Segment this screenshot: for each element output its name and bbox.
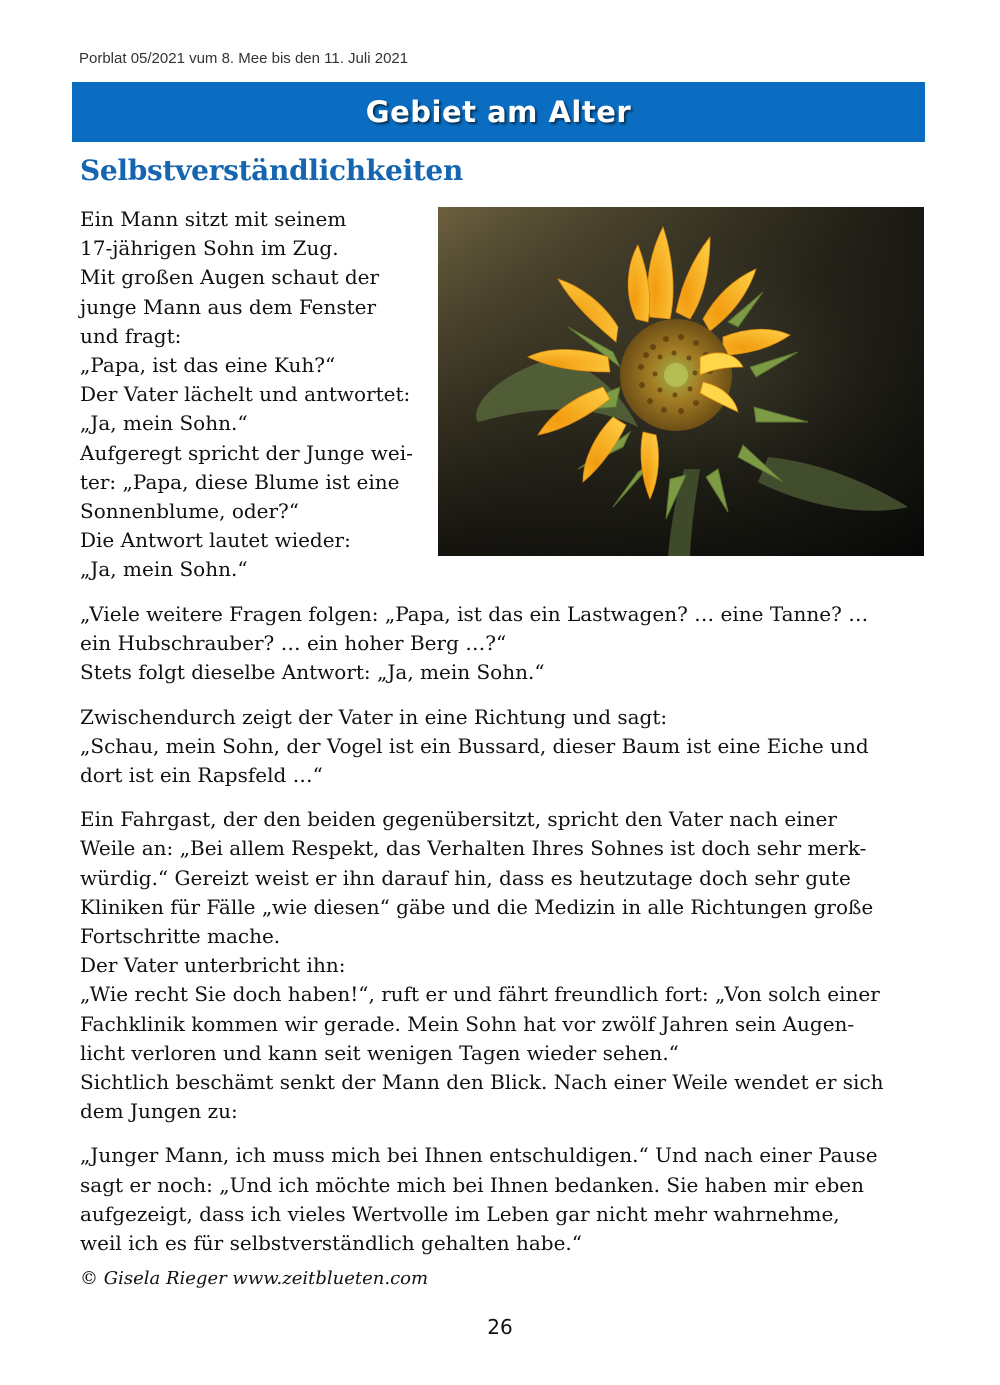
text-line: „Ja, mein Sohn.“ xyxy=(80,557,248,582)
text-line: Mit großen Augen schaut der xyxy=(80,265,380,290)
text-line: Fortschritte mache. xyxy=(80,924,281,949)
text-line: und fragt: xyxy=(80,323,182,348)
text-line: Ein Fahrgast, der den beiden gegenübersitzt, spricht den Vater nach einer xyxy=(80,807,837,832)
article-title: Selbstverständlichkeiten xyxy=(80,154,463,187)
text-line: „Wie recht Sie doch haben!“, ruft er und fährt freundlich fort: „Von solch einer xyxy=(80,982,880,1007)
article-body xyxy=(80,600,930,1273)
page-number: 26 xyxy=(487,1315,513,1339)
text-line: Die Antwort lautet wieder: xyxy=(80,528,351,553)
text-line: „Papa, ist das eine Kuh?“ xyxy=(80,353,336,378)
text-line: dem Jungen zu: xyxy=(80,1099,238,1124)
paragraph xyxy=(80,600,930,688)
text-line: Sichtlich beschämt senkt der Mann den Blick. Nach einer Weile wendet er sich xyxy=(80,1070,884,1095)
issue-header: Porblat 05/2021 vum 8. Mee bis den 11. Juli 2021 xyxy=(79,50,409,67)
text-line: Fachklinik kommen wir gerade. Mein Sohn hat vor zwölf Jahren sein Augen- xyxy=(80,1011,855,1036)
intro-text xyxy=(80,205,432,585)
text-line: Kliniken für Fälle „wie diesen“ gäbe und die Medizin in alle Richtungen große xyxy=(80,894,874,919)
text-line: Sonnenblume, oder?“ xyxy=(80,499,300,524)
sunflower-photo xyxy=(438,207,924,556)
text-line: „Junger Mann, ich muss mich bei Ihnen entschuldigen.“ Und nach einer Pause xyxy=(80,1143,878,1168)
text-line: Ein Mann sitzt mit seinem xyxy=(80,207,347,231)
text-line: aufgezeigt, dass ich vieles Wertvolle im Leben gar nicht mehr wahrnehme, xyxy=(80,1201,840,1226)
text-line: „Viele weitere Fragen folgen: „Papa, ist das ein Lastwagen? … eine Tanne? … xyxy=(80,602,869,626)
text-line: ein Hubschrauber? … ein hoher Berg …?“ xyxy=(80,631,507,656)
section-title: Gebiet am Alter xyxy=(365,95,632,129)
paragraph xyxy=(80,703,930,791)
author-credit: © Gisela Rieger www.zeitblueten.com xyxy=(80,1268,429,1289)
text-line: weil ich es für selbstverständlich gehalten habe.“ xyxy=(80,1231,583,1256)
text-line: „Ja, mein Sohn.“ xyxy=(80,411,248,436)
text-line: „Schau, mein Sohn, der Vogel ist ein Bussard, dieser Baum ist eine Eiche und xyxy=(80,733,869,758)
text-line: würdig.“ Gereizt weist er ihn darauf hin, dass es heutzutage doch sehr gute xyxy=(80,865,851,890)
text-line: Der Vater lächelt und antwortet: xyxy=(80,382,411,407)
section-banner xyxy=(72,82,925,142)
text-line: Aufgeregt spricht der Junge wei- xyxy=(80,440,413,465)
text-line: licht verloren und kann seit wenigen Tagen wieder sehen.“ xyxy=(80,1040,679,1065)
text-line: 17-jährigen Sohn im Zug. xyxy=(80,236,339,261)
text-line: dort ist ein Rapsfeld …“ xyxy=(80,763,323,788)
text-line: ter: „Papa, diese Blume ist eine xyxy=(80,469,400,494)
text-line: Weile an: „Bei allem Respekt, das Verhalten Ihres Sohnes ist doch sehr merk- xyxy=(80,836,867,861)
text-line: Der Vater unterbricht ihn: xyxy=(80,953,346,978)
text-line: Zwischendurch zeigt der Vater in eine Richtung und sagt: xyxy=(80,704,668,729)
text-line: junge Mann aus dem Fenster xyxy=(80,294,377,319)
text-line: Stets folgt dieselbe Antwort: „Ja, mein Sohn.“ xyxy=(80,660,545,685)
paragraph xyxy=(80,805,930,1126)
paragraph xyxy=(80,1141,930,1258)
text-line: sagt er noch: „Und ich möchte mich bei Ihnen bedanken. Sie haben mir eben xyxy=(80,1172,864,1197)
